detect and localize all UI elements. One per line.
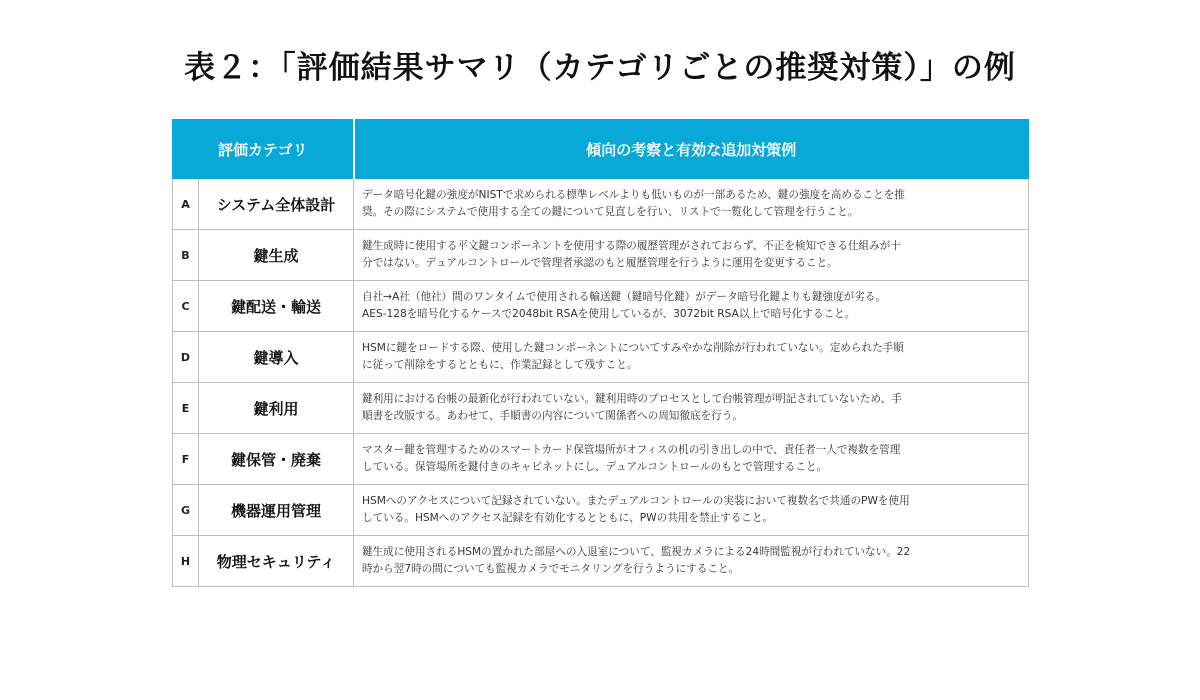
detail-line: している。HSMへのアクセス記録を有効化するとともに、PWの共用を禁止すること。 — [362, 512, 774, 524]
detail-line: 奨。その際にシステムで使用する全ての鍵について見直しを行い、リストで一覧化して管理を行うこと。 — [362, 206, 859, 218]
row-category: 鍵利用 — [199, 383, 354, 434]
detail-line: マスター鍵を管理するためのスマートカード保管場所がオフィスの机の引き出しの中で、責任者一人で複数を管理 — [362, 444, 901, 456]
detail-line: 自社→A社（他社）間のワンタイムで使用される輸送鍵（鍵暗号化鍵）がデータ暗号化鍵よりも鍵強度が劣る。 — [362, 291, 886, 303]
row-detail — [354, 179, 1029, 230]
row-detail — [354, 485, 1029, 536]
table-body — [173, 179, 1029, 587]
row-letter: D — [173, 332, 199, 383]
table-row — [173, 230, 1029, 281]
row-detail — [354, 383, 1029, 434]
row-detail — [354, 281, 1029, 332]
row-detail — [354, 536, 1029, 587]
row-letter: H — [173, 536, 199, 587]
document-title: 表２：「評価結果サマリ（カテゴリごとの推奨対策）」の例 — [184, 50, 1016, 86]
detail-line: している。保管場所を鍵付きのキャビネットにし、デュアルコントロールのもとで管理すること。 — [362, 461, 828, 473]
detail-line: 鍵利用における台帳の最新化が行われていない。鍵利用時のプロセスとして台帳管理が明記されていないため、手 — [362, 393, 902, 405]
summary-table — [172, 119, 1029, 587]
detail-line: HSMに鍵をロードする際、使用した鍵コンポーネントについてすみやかな削除が行われていない。定められた手順 — [362, 342, 904, 354]
row-letter: F — [173, 434, 199, 485]
table-row — [173, 536, 1029, 587]
detail-line: データ暗号化鍵の強度がNISTで求められる標準レベルよりも低いものが一部あるため、鍵の強度を高めることを推 — [362, 189, 905, 201]
category-column-header: 評価カテゴリ — [173, 120, 354, 179]
row-category: システム全体設計 — [199, 179, 354, 230]
table-row — [173, 281, 1029, 332]
row-category: 物理セキュリティ — [199, 536, 354, 587]
row-letter: C — [173, 281, 199, 332]
detail-line: AES-128を暗号化するケースで2048bit RSAを使用しているが、3072bit RSA以上で暗号化すること。 — [362, 308, 856, 320]
row-detail — [354, 434, 1029, 485]
detail-line: 鍵生成に使用されるHSMの置かれた部屋への入退室について、監視カメラによる24時間監視が行われていない。22 — [362, 546, 911, 558]
row-letter: E — [173, 383, 199, 434]
detail-line: 鍵生成時に使用する平文鍵コンポーネントを使用する際の履歴管理がされておらず、不正を検知できる仕組みが十 — [362, 240, 901, 252]
detail-line: HSMへのアクセスについて記録されていない。またデュアルコントロールの実装において複数名で共通のPWを使用 — [362, 495, 910, 507]
row-category: 鍵生成 — [199, 230, 354, 281]
table-row — [173, 434, 1029, 485]
row-detail — [354, 332, 1029, 383]
detail-line: 分ではない。デュアルコントロールで管理者承認のもと履歴管理を行うように運用を変更すること。 — [362, 257, 838, 269]
detail-line: に従って削除をするとともに、作業記録として残すこと。 — [362, 359, 638, 371]
table-row — [173, 383, 1029, 434]
detail-column-header: 傾向の考察と有効な追加対策例 — [354, 120, 1029, 179]
row-category: 鍵保管・廃棄 — [199, 434, 354, 485]
table-header-row — [173, 120, 1029, 179]
row-letter: B — [173, 230, 199, 281]
row-category: 機器運用管理 — [199, 485, 354, 536]
row-category: 鍵導入 — [199, 332, 354, 383]
detail-line: 時から翌7時の間についても監視カメラでモニタリングを行うようにすること。 — [362, 563, 740, 575]
table-row — [173, 332, 1029, 383]
row-detail — [354, 230, 1029, 281]
table-row — [173, 485, 1029, 536]
row-letter: G — [173, 485, 199, 536]
row-category: 鍵配送・輸送 — [199, 281, 354, 332]
detail-line: 順書を改版する。あわせて、手順書の内容について関係者への周知徹底を行う。 — [362, 410, 743, 422]
table-row — [173, 179, 1029, 230]
row-letter: A — [173, 179, 199, 230]
